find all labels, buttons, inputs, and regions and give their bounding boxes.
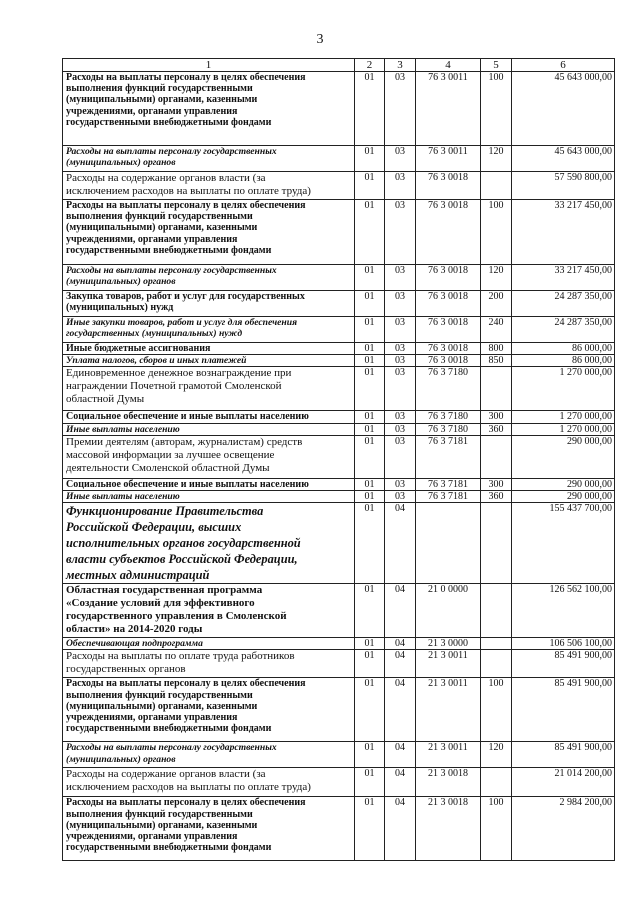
- table-row: [63, 172, 615, 200]
- row-amount: 86 000,00: [512, 355, 615, 367]
- table-header-row: [63, 59, 615, 72]
- table-row: [63, 491, 615, 503]
- row-name: Областная государственная программа «Создание условий для эффективного государственного управления в Смоленской области» на 2014-2020 годы: [63, 584, 355, 638]
- row-expense-type: 100: [481, 200, 512, 265]
- row-name: Расходы на выплаты персоналу государственных (муниципальных) органов: [63, 146, 355, 172]
- row-target-article: 21 3 0011: [416, 650, 481, 678]
- row-subsection-code: 04: [385, 768, 416, 797]
- row-section-code: 01: [355, 367, 385, 411]
- row-expense-type: 120: [481, 742, 512, 768]
- row-amount: 45 643 000,00: [512, 72, 615, 146]
- table-row: [63, 584, 615, 638]
- row-expense-type: [481, 584, 512, 638]
- row-name: Уплата налогов, сборов и иных платежей: [63, 355, 355, 367]
- row-amount: 2 984 200,00: [512, 797, 615, 861]
- row-name: Социальное обеспечение и иные выплаты населению: [63, 478, 355, 490]
- row-subsection-code: 03: [385, 291, 416, 317]
- row-name: Расходы на выплаты персоналу государственных (муниципальных) органов: [63, 265, 355, 291]
- table-row: [63, 343, 615, 355]
- row-subsection-code: 03: [385, 435, 416, 478]
- header-col-4: 4: [416, 59, 481, 72]
- row-name: Расходы на выплаты персоналу государственных (муниципальных) органов: [63, 742, 355, 768]
- row-section-code: 01: [355, 146, 385, 172]
- table-row: [63, 797, 615, 861]
- row-name: Расходы на выплаты персоналу в целях обеспечения выполнения функций государственными (муниципальными) органами, казенными учреждениями, органами управления государственными внебюджетными фондами: [63, 200, 355, 265]
- row-subsection-code: 04: [385, 638, 416, 650]
- row-expense-type: [481, 172, 512, 200]
- row-name: Обеспечивающая подпрограмма: [63, 638, 355, 650]
- row-expense-type: [481, 503, 512, 584]
- row-amount: 290 000,00: [512, 491, 615, 503]
- row-amount: 106 506 100,00: [512, 638, 615, 650]
- row-expense-type: [481, 638, 512, 650]
- row-target-article: 21 3 0018: [416, 768, 481, 797]
- table-row: [63, 355, 615, 367]
- row-expense-type: 120: [481, 265, 512, 291]
- row-section-code: 01: [355, 503, 385, 584]
- row-expense-type: [481, 367, 512, 411]
- row-subsection-code: 03: [385, 200, 416, 265]
- row-amount: 57 590 800,00: [512, 172, 615, 200]
- row-amount: 155 437 700,00: [512, 503, 615, 584]
- row-subsection-code: 04: [385, 584, 416, 638]
- row-subsection-code: 03: [385, 172, 416, 200]
- row-name: Социальное обеспечение и иные выплаты населению: [63, 411, 355, 423]
- row-amount: 86 000,00: [512, 343, 615, 355]
- row-section-code: 01: [355, 317, 385, 343]
- row-subsection-code: 03: [385, 478, 416, 490]
- row-name: Расходы на выплаты по оплате труда работников государственных органов: [63, 650, 355, 678]
- row-subsection-code: 03: [385, 411, 416, 423]
- table-row: [63, 435, 615, 478]
- row-amount: 85 491 900,00: [512, 650, 615, 678]
- table-row: [63, 678, 615, 742]
- table-row: [63, 638, 615, 650]
- row-target-article: 76 3 0018: [416, 291, 481, 317]
- row-amount: 1 270 000,00: [512, 423, 615, 435]
- row-name: Расходы на выплаты персоналу в целях обеспечения выполнения функций государственными (муниципальными) органами, казенными учреждениями, органами управления государственными внебюджетными фондами: [63, 72, 355, 146]
- row-section-code: 01: [355, 584, 385, 638]
- row-amount: 85 491 900,00: [512, 742, 615, 768]
- row-expense-type: 120: [481, 146, 512, 172]
- row-section-code: 01: [355, 291, 385, 317]
- row-expense-type: 300: [481, 478, 512, 490]
- table-row: [63, 768, 615, 797]
- row-expense-type: 200: [481, 291, 512, 317]
- header-col-3: 3: [385, 59, 416, 72]
- row-target-article: 76 3 7180: [416, 411, 481, 423]
- row-name: Иные бюджетные ассигнования: [63, 343, 355, 355]
- row-subsection-code: 04: [385, 797, 416, 861]
- row-name: Иные выплаты населению: [63, 423, 355, 435]
- row-name: Иные выплаты населению: [63, 491, 355, 503]
- row-name: Расходы на содержание органов власти (за исключением расходов на выплаты по оплате труда): [63, 768, 355, 797]
- row-target-article: 21 3 0011: [416, 742, 481, 768]
- row-amount: 1 270 000,00: [512, 367, 615, 411]
- row-section-code: 01: [355, 72, 385, 146]
- row-amount: 290 000,00: [512, 478, 615, 490]
- row-section-code: 01: [355, 797, 385, 861]
- row-name: Расходы на содержание органов власти (за исключением расходов на выплаты по оплате труда): [63, 172, 355, 200]
- row-subsection-code: 04: [385, 503, 416, 584]
- row-expense-type: 800: [481, 343, 512, 355]
- row-section-code: 01: [355, 423, 385, 435]
- row-amount: 33 217 450,00: [512, 265, 615, 291]
- row-section-code: 01: [355, 742, 385, 768]
- row-target-article: 21 3 0018: [416, 797, 481, 861]
- row-expense-type: 100: [481, 72, 512, 146]
- row-expense-type: [481, 768, 512, 797]
- row-target-article: 76 3 7181: [416, 435, 481, 478]
- row-target-article: 21 3 0011: [416, 678, 481, 742]
- table-row: [63, 650, 615, 678]
- table-row: [63, 742, 615, 768]
- row-target-article: 76 3 0011: [416, 72, 481, 146]
- table-row: [63, 317, 615, 343]
- row-section-code: 01: [355, 650, 385, 678]
- header-col-5: 5: [481, 59, 512, 72]
- row-subsection-code: 03: [385, 343, 416, 355]
- row-expense-type: 100: [481, 797, 512, 861]
- row-expense-type: [481, 435, 512, 478]
- row-target-article: 76 3 0018: [416, 265, 481, 291]
- row-section-code: 01: [355, 478, 385, 490]
- row-section-code: 01: [355, 265, 385, 291]
- row-expense-type: 300: [481, 411, 512, 423]
- row-subsection-code: 03: [385, 265, 416, 291]
- row-expense-type: [481, 650, 512, 678]
- row-amount: 24 287 350,00: [512, 291, 615, 317]
- row-subsection-code: 03: [385, 146, 416, 172]
- row-amount: 45 643 000,00: [512, 146, 615, 172]
- row-name: Функционирование Правительства Российской Федерации, высших исполнительных органов государственной власти субъектов Российской Федерации, местных администраций: [63, 503, 355, 584]
- row-target-article: 76 3 0011: [416, 146, 481, 172]
- row-subsection-code: 04: [385, 742, 416, 768]
- row-name: Единовременное денежное вознаграждение при награждении Почетной грамотой Смоленской областной Думы: [63, 367, 355, 411]
- row-subsection-code: 04: [385, 650, 416, 678]
- row-amount: 290 000,00: [512, 435, 615, 478]
- row-subsection-code: 03: [385, 491, 416, 503]
- table-row: [63, 200, 615, 265]
- row-amount: 21 014 200,00: [512, 768, 615, 797]
- row-subsection-code: 03: [385, 72, 416, 146]
- budget-table: [62, 58, 615, 861]
- row-name: Премии деятелям (авторам, журналистам) средств массовой информации за лучшее освещение деятельности Смоленской областной Думы: [63, 435, 355, 478]
- row-target-article: 76 3 0018: [416, 343, 481, 355]
- row-target-article: [416, 503, 481, 584]
- header-col-2: 2: [355, 59, 385, 72]
- row-section-code: 01: [355, 343, 385, 355]
- row-amount: 126 562 100,00: [512, 584, 615, 638]
- row-target-article: 76 3 0018: [416, 200, 481, 265]
- row-section-code: 01: [355, 491, 385, 503]
- table-row: [63, 411, 615, 423]
- row-name: Расходы на выплаты персоналу в целях обеспечения выполнения функций государственными (муниципальными) органами, казенными учреждениями, органами управления государственными внебюджетными фондами: [63, 797, 355, 861]
- table-body: [63, 72, 615, 861]
- row-subsection-code: 03: [385, 367, 416, 411]
- row-target-article: 76 3 7180: [416, 423, 481, 435]
- row-target-article: 21 0 0000: [416, 584, 481, 638]
- row-subsection-code: 03: [385, 317, 416, 343]
- row-section-code: 01: [355, 435, 385, 478]
- row-expense-type: 360: [481, 491, 512, 503]
- row-name: Иные закупки товаров, работ и услуг для обеспечения государственных (муниципальных) нужд: [63, 317, 355, 343]
- table-row: [63, 423, 615, 435]
- row-subsection-code: 03: [385, 355, 416, 367]
- row-amount: 1 270 000,00: [512, 411, 615, 423]
- row-amount: 33 217 450,00: [512, 200, 615, 265]
- header-col-6: 6: [512, 59, 615, 72]
- row-section-code: 01: [355, 200, 385, 265]
- table-row: [63, 146, 615, 172]
- row-target-article: 76 3 0018: [416, 172, 481, 200]
- row-target-article: 76 3 7180: [416, 367, 481, 411]
- table-row: [63, 265, 615, 291]
- row-section-code: 01: [355, 768, 385, 797]
- table-row: [63, 478, 615, 490]
- row-target-article: 76 3 0018: [416, 355, 481, 367]
- row-section-code: 01: [355, 172, 385, 200]
- header-col-1: 1: [63, 59, 355, 72]
- row-target-article: 21 3 0000: [416, 638, 481, 650]
- row-subsection-code: 04: [385, 678, 416, 742]
- table-row: [63, 503, 615, 584]
- row-expense-type: 240: [481, 317, 512, 343]
- row-section-code: 01: [355, 411, 385, 423]
- row-amount: 85 491 900,00: [512, 678, 615, 742]
- row-expense-type: 850: [481, 355, 512, 367]
- row-expense-type: 100: [481, 678, 512, 742]
- row-expense-type: 360: [481, 423, 512, 435]
- row-target-article: 76 3 7181: [416, 478, 481, 490]
- row-target-article: 76 3 7181: [416, 491, 481, 503]
- table-row: [63, 367, 615, 411]
- table-row: [63, 291, 615, 317]
- row-section-code: 01: [355, 678, 385, 742]
- row-name: Расходы на выплаты персоналу в целях обеспечения выполнения функций государственными (муниципальными) органами, казенными учреждениями, органами управления государственными внебюджетными фондами: [63, 678, 355, 742]
- row-section-code: 01: [355, 355, 385, 367]
- page-number: 3: [316, 32, 324, 47]
- row-subsection-code: 03: [385, 423, 416, 435]
- row-amount: 24 287 350,00: [512, 317, 615, 343]
- table-row: [63, 72, 615, 146]
- row-section-code: 01: [355, 638, 385, 650]
- row-target-article: 76 3 0018: [416, 317, 481, 343]
- row-name: Закупка товаров, работ и услуг для государственных (муниципальных) нужд: [63, 291, 355, 317]
